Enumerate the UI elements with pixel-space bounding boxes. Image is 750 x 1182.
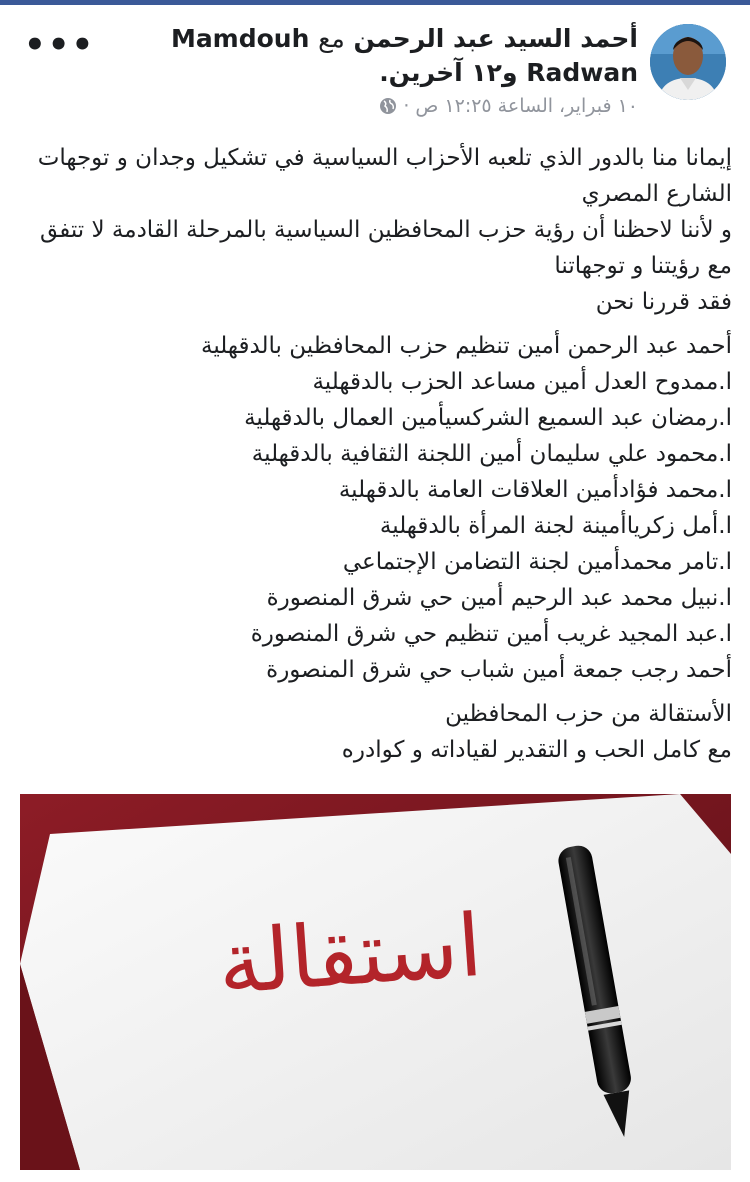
post-author-line <box>90 22 638 90</box>
post-header <box>90 22 638 123</box>
top-bar <box>0 0 750 5</box>
globe-icon <box>379 95 397 123</box>
post-paragraph: الأستقالة من حزب المحافظين مع كامل الحب و التقدير لقياداته و كوادره <box>341 701 732 763</box>
tagged-name[interactable]: Mamdouh Radwan <box>170 24 638 87</box>
timestamp[interactable]: ١٠ فبراير، الساعة ١٢:٢٥ ص · <box>403 95 638 117</box>
image-caption-word: استقالة <box>214 895 486 1015</box>
post-paragraph: إيمانا منا بالدور الذي تلعبه الأحزاب السياسية في تشكيل وجدان و توجهات الشارع المصري و لأننا لاحظنا أن رؤية حزب المحافظين السياسية بالمرحلة القادمة لا تتفق مع رؤيتنا و توجهاتنا فقد قررنا نحن <box>37 145 732 315</box>
author-name[interactable]: أحمد السيد عبد الرحمن <box>353 24 638 53</box>
avatar[interactable] <box>650 24 726 100</box>
with-word: مع <box>318 24 345 53</box>
more-options-button[interactable]: ••• <box>24 25 96 65</box>
avatar-image <box>650 24 726 100</box>
post-meta <box>90 92 638 123</box>
post-paragraph: أحمد عبد الرحمن أمين تنظيم حزب المحافظين بالدقهلية ا.ممدوح العدل أمين مساعد الحزب بالدقهلية ا.رمضان عبد السميع الشركسيأمين العمال بالدقهلية ا.محمود علي سليمان أمين اللجنة الثقافية بالدقهلية ا.محمد فؤادأمين العلاقات العامة بالدقهلية ا.أمل زكرياأمينة لجنة المرأة بالدقهلية ا.تامر محمدأمين لجنة التضامن الإجتماعي ا.نبيل محمد عبد الرحيم أمين حي شرق المنصورة ا.عبد المجيد غريب أمين تنظيم حي شرق المنصورة أحمد رجب جمعة أمين شباب حي شرق المنصورة <box>200 333 732 683</box>
post-text <box>20 140 732 776</box>
others-link[interactable]: و١٢ آخرين. <box>379 58 518 87</box>
